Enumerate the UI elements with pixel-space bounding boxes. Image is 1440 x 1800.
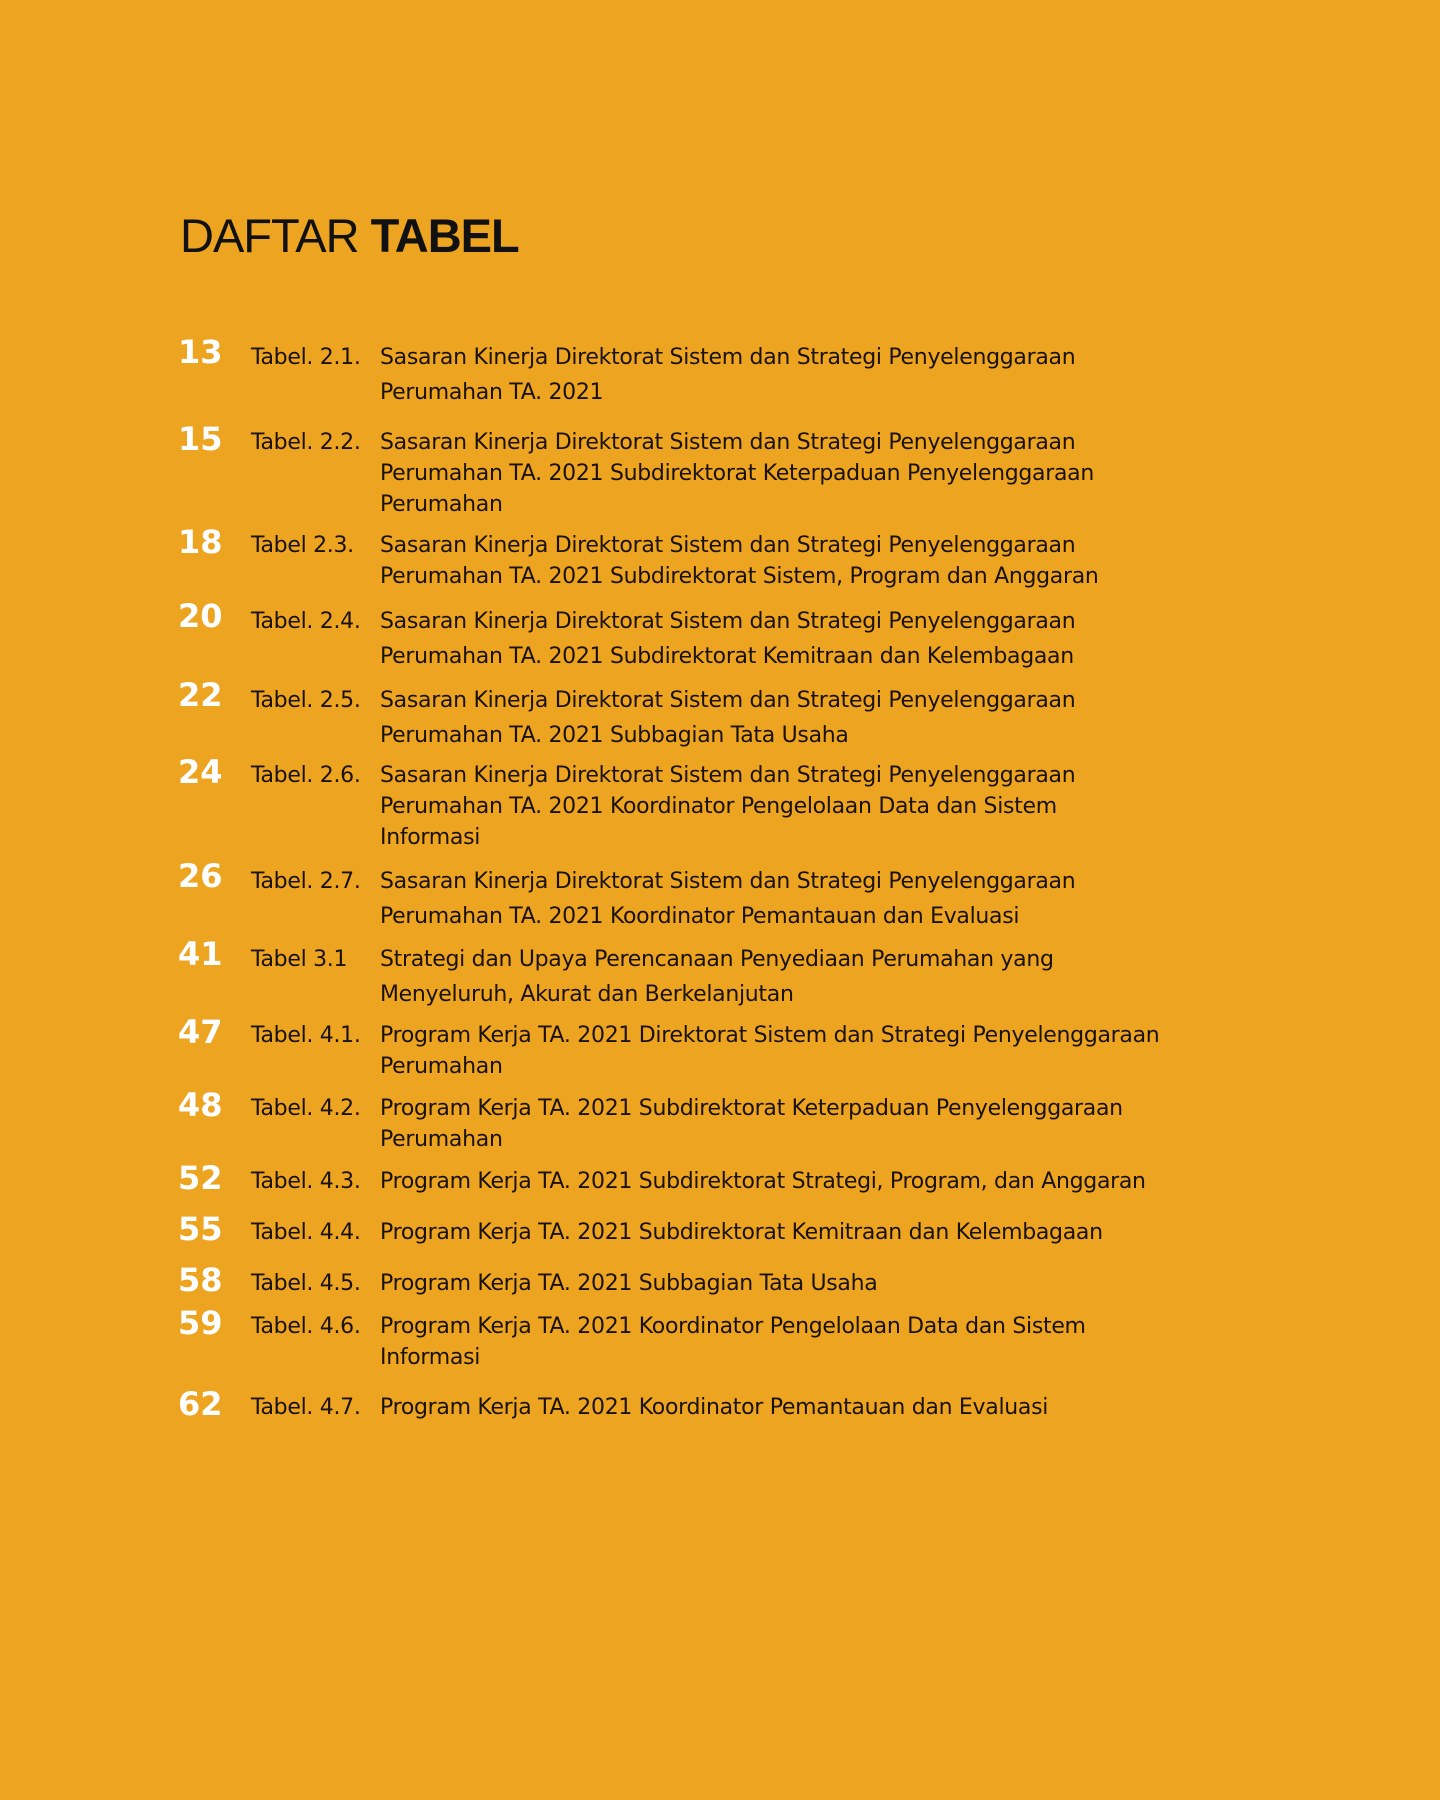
toc-page-number: 41: [178, 935, 223, 973]
toc-title-line: Program Kerja TA. 2021 Koordinator Pengelolaan Data dan Sistem: [380, 1314, 1086, 1339]
toc-title-line: Informasi: [380, 1345, 481, 1370]
toc-table-label: Tabel. 4.2.: [251, 1096, 361, 1121]
toc-table-title: [380, 1311, 1280, 1373]
toc-title-line: Program Kerja TA. 2021 Direktorat Sistem dan Strategi Penyelenggaraan: [380, 1023, 1160, 1048]
page-title-bold: TABEL: [370, 209, 519, 262]
toc-table-title: [380, 530, 1280, 592]
toc-page-number: 58: [178, 1261, 223, 1299]
toc-table-label: Tabel. 4.7.: [251, 1395, 361, 1420]
toc-page-number: 26: [178, 857, 223, 895]
toc-table-title: [380, 1093, 1280, 1155]
toc-page-number: 48: [178, 1086, 223, 1124]
toc-title-line: Sasaran Kinerja Direktorat Sistem dan Strategi Penyelenggaraan: [380, 430, 1076, 455]
toc-table-label: Tabel. 4.6.: [251, 1314, 361, 1339]
toc-title-line: Perumahan TA. 2021 Subdirektorat Sistem, Program dan Anggaran: [380, 564, 1099, 589]
toc-title-line: Perumahan: [380, 1054, 503, 1079]
toc-entry: [178, 1086, 1288, 1155]
toc-page-number: 55: [178, 1210, 223, 1248]
page-title-light: DAFTAR: [180, 209, 359, 262]
toc-table-label: Tabel. 2.7.: [251, 869, 361, 894]
toc-entry: [178, 857, 1288, 934]
toc-table-title: [380, 1166, 1280, 1197]
toc-page-number: 22: [178, 676, 223, 714]
toc-table-label: Tabel. 2.6.: [251, 763, 361, 788]
toc-entry: [178, 676, 1288, 753]
toc-table-title: [380, 942, 1280, 1012]
toc-table-title: [380, 1392, 1280, 1423]
toc-entry: [178, 1159, 1288, 1197]
toc-entry: [178, 1013, 1288, 1082]
toc-table-label: Tabel. 2.2.: [251, 430, 361, 455]
toc-title-line: Sasaran Kinerja Direktorat Sistem dan Strategi Penyelenggaraan: [380, 688, 1076, 713]
toc-title-line: Informasi: [380, 825, 481, 850]
toc-title-line: Program Kerja TA. 2021 Koordinator Pemantauan dan Evaluasi: [380, 1395, 1049, 1420]
toc-entry: [178, 935, 1288, 1012]
toc-table-title: [380, 427, 1280, 520]
toc-entry: [178, 420, 1288, 520]
toc-entry: [178, 1261, 1288, 1299]
toc-entry: [178, 1385, 1288, 1423]
toc-table-label: Tabel. 2.5.: [251, 688, 361, 713]
toc-page-number: 13: [178, 333, 223, 371]
toc-table-title: [380, 1268, 1280, 1299]
toc-table-label: Tabel 3.1: [251, 947, 348, 972]
toc-table-label: Tabel 2.3.: [251, 533, 354, 558]
toc-page-number: 59: [178, 1304, 223, 1342]
toc-title-line: Perumahan TA. 2021: [380, 380, 604, 405]
toc-title-line: Strategi dan Upaya Perencanaan Penyediaan Perumahan yang: [380, 947, 1054, 972]
toc-page-number: 20: [178, 597, 223, 635]
toc-table-title: [380, 760, 1280, 853]
toc-table-label: Tabel. 4.1.: [251, 1023, 361, 1048]
toc-title-line: Sasaran Kinerja Direktorat Sistem dan Strategi Penyelenggaraan: [380, 345, 1076, 370]
toc-table-title: [380, 604, 1280, 674]
toc-entry: [178, 597, 1288, 674]
toc-title-line: Perumahan: [380, 492, 503, 517]
toc-table-label: Tabel. 2.1.: [251, 345, 361, 370]
toc-title-line: Program Kerja TA. 2021 Subbagian Tata Usaha: [380, 1271, 878, 1296]
toc-title-line: Perumahan: [380, 1127, 503, 1152]
toc-table-title: [380, 864, 1280, 934]
toc-table-title: [380, 340, 1280, 410]
toc-title-line: Perumahan TA. 2021 Subdirektorat Kemitraan dan Kelembagaan: [380, 644, 1074, 669]
toc-entry: [178, 523, 1288, 592]
toc-title-line: Perumahan TA. 2021 Koordinator Pemantauan dan Evaluasi: [380, 904, 1020, 929]
toc-title-line: Perumahan TA. 2021 Subdirektorat Keterpaduan Penyelenggaraan: [380, 461, 1094, 486]
toc-title-line: Perumahan TA. 2021 Subbagian Tata Usaha: [380, 723, 849, 748]
toc-page-number: 15: [178, 420, 223, 458]
toc-page-number: 62: [178, 1385, 223, 1423]
toc-table-title: [380, 683, 1280, 753]
toc-table-label: Tabel. 4.4.: [251, 1220, 361, 1245]
toc-title-line: Sasaran Kinerja Direktorat Sistem dan Strategi Penyelenggaraan: [380, 533, 1076, 558]
toc-entry: [178, 753, 1288, 853]
toc-entry: [178, 1304, 1288, 1373]
toc-title-line: Sasaran Kinerja Direktorat Sistem dan Strategi Penyelenggaraan: [380, 609, 1076, 634]
toc-title-line: Menyeluruh, Akurat dan Berkelanjutan: [380, 982, 794, 1007]
toc-title-line: Sasaran Kinerja Direktorat Sistem dan Strategi Penyelenggaraan: [380, 869, 1076, 894]
toc-title-line: Sasaran Kinerja Direktorat Sistem dan Strategi Penyelenggaraan: [380, 763, 1076, 788]
toc-title-line: Program Kerja TA. 2021 Subdirektorat Keterpaduan Penyelenggaraan: [380, 1096, 1123, 1121]
toc-title-line: Perumahan TA. 2021 Koordinator Pengelolaan Data dan Sistem: [380, 794, 1057, 819]
toc-page-number: 24: [178, 753, 223, 791]
toc-title-line: Program Kerja TA. 2021 Subdirektorat Strategi, Program, dan Anggaran: [380, 1169, 1146, 1194]
toc-table-title: [380, 1217, 1280, 1248]
toc-table-label: Tabel. 4.3.: [251, 1169, 361, 1194]
toc-page-number: 18: [178, 523, 223, 561]
toc-title-line: Program Kerja TA. 2021 Subdirektorat Kemitraan dan Kelembagaan: [380, 1220, 1103, 1245]
toc-page-number: 52: [178, 1159, 223, 1197]
toc-table-title: [380, 1020, 1280, 1082]
toc-page-number: 47: [178, 1013, 223, 1051]
table-of-tables-list: [178, 0, 1288, 1800]
toc-table-label: Tabel. 4.5.: [251, 1271, 361, 1296]
toc-entry: [178, 1210, 1288, 1248]
toc-entry: [178, 333, 1288, 410]
toc-table-label: Tabel. 2.4.: [251, 609, 361, 634]
